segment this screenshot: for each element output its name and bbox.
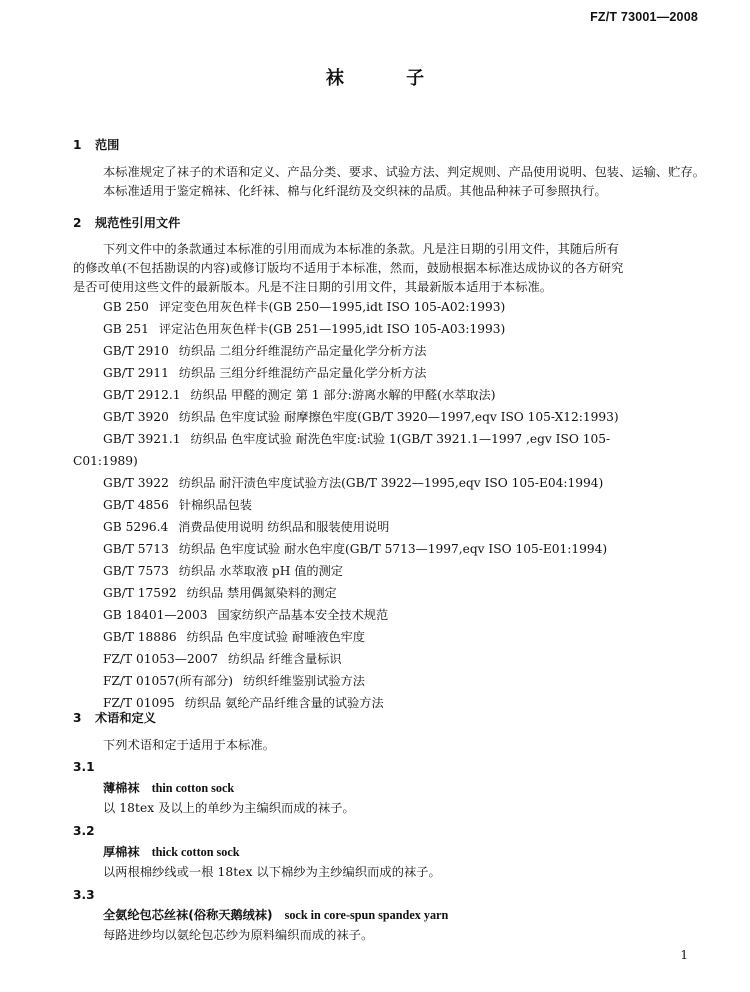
reference-code: GB/T 3920 — [103, 410, 169, 424]
paragraph: 下列术语和定于适用于本标准。 — [103, 738, 276, 752]
term-en: thick cotton sock — [151, 845, 240, 859]
reference-item — [103, 320, 505, 338]
section-title: 范围 — [95, 138, 120, 152]
page-number: 1 — [680, 948, 688, 962]
term-en: sock in core-spun spandex yarn — [284, 908, 449, 922]
reference-title: 纺织品 禁用偶氮染料的测定 — [186, 586, 337, 600]
reference-code: GB/T 2911 — [103, 366, 169, 380]
reference-item — [103, 496, 252, 514]
reference-code: GB 18401—2003 — [103, 608, 208, 622]
reference-title: 纺织品 色牢度试验 耐唾液色牢度 — [186, 630, 365, 644]
term-zh: 全氨纶包芯丝袜(俗称天鹅绒袜) — [103, 908, 273, 922]
paragraph: 下列文件中的条款通过本标准的引用而成为本标准的条款。凡是注日期的引用文件，其随后所有 — [103, 242, 620, 256]
paragraph: 的修改单(不包括勘误的内容)或修订版均不适用于本标准，然而，鼓励根据本标准达成协议的各方研究 — [73, 261, 624, 275]
reference-item — [103, 606, 388, 624]
section-1-heading — [73, 136, 119, 154]
section-number: 3 — [73, 711, 82, 725]
reference-title: 纺织品 耐汗渍色牢度试验方法(GB/T 3922—1995,eqv ISO 105-E04:1994) — [178, 476, 604, 490]
reference-title: 纺织品 甲醛的测定 第 1 部分:游离水解的甲醛(水萃取法) — [190, 388, 496, 402]
reference-title: 消费品使用说明 纺织品和服装使用说明 — [178, 520, 390, 534]
reference-item — [103, 562, 343, 580]
reference-item — [103, 540, 607, 558]
reference-title: 纺织纤维鉴别试验方法 — [243, 674, 365, 688]
reference-item — [103, 650, 342, 668]
section-title: 规范性引用文件 — [95, 216, 181, 230]
section-2-heading — [73, 214, 180, 232]
reference-code: GB/T 5713 — [103, 542, 169, 556]
standard-number: FZ/T 73001—2008 — [590, 10, 698, 24]
reference-code: FZ/T 01095 — [103, 696, 175, 710]
reference-item-continued — [73, 452, 138, 470]
term-en: thin cotton sock — [151, 781, 235, 795]
reference-title: 纺织品 色牢度试验 耐摩擦色牢度(GB/T 3920—1997,eqv ISO 105-X12:1993) — [178, 410, 619, 424]
term-heading — [103, 779, 234, 797]
reference-title: 针棉织品包装 — [178, 498, 252, 512]
term-number: 3.1 — [73, 760, 95, 774]
reference-code: GB/T 7573 — [103, 564, 169, 578]
reference-title: 评定沾色用灰色样卡(GB 251—1995,idt ISO 105-A03:1993) — [158, 322, 506, 336]
term-definition: 每路进纱均以氨纶包芯纱为原料编织而成的袜子。 — [103, 928, 374, 942]
reference-code: GB/T 18886 — [103, 630, 177, 644]
reference-item — [103, 364, 426, 382]
section-number: 1 — [73, 138, 82, 152]
reference-code: GB/T 3921.1 — [103, 432, 181, 446]
reference-item — [103, 298, 505, 316]
section-number: 2 — [73, 216, 82, 230]
reference-code: GB 251 — [103, 322, 149, 336]
reference-item — [103, 518, 389, 536]
reference-title: 纺织品 水萃取液 pH 值的测定 — [178, 564, 343, 578]
reference-code: GB 5296.4 — [103, 520, 169, 534]
reference-code: GB/T 4856 — [103, 498, 169, 512]
term-number: 3.2 — [73, 824, 95, 838]
term-definition: 以 18tex 及以上的单纱为主编织而成的袜子。 — [103, 801, 355, 815]
term-number: 3.3 — [73, 888, 95, 902]
reference-title: 纺织品 氨纶产品纤维含量的试验方法 — [184, 696, 384, 710]
reference-title: 纺织品 纤维含量标识 — [228, 652, 342, 666]
document-title: 袜 子 — [325, 68, 453, 89]
reference-item — [103, 628, 365, 646]
reference-code: GB/T 2912.1 — [103, 388, 181, 402]
reference-code: GB/T 17592 — [103, 586, 177, 600]
reference-item — [103, 584, 337, 602]
term-heading — [103, 906, 448, 924]
reference-title: 纺织品 色牢度试验 耐洗色牢度:试验 1(GB/T 3921.1—1997 ,egv ISO 105- — [190, 432, 611, 446]
reference-item — [103, 474, 603, 492]
reference-title: 纺织品 二组分纤维混纺产品定量化学分析方法 — [178, 344, 427, 358]
term-definition: 以两根棉纱线或一根 18tex 以下棉纱为主纱编织而成的袜子。 — [103, 865, 441, 879]
section-title: 术语和定义 — [95, 711, 156, 725]
term-zh: 薄棉袜 — [103, 781, 140, 795]
reference-code: FZ/T 01057(所有部分) — [103, 674, 234, 688]
reference-item — [103, 342, 426, 360]
term-zh: 厚棉袜 — [103, 845, 140, 859]
reference-item — [103, 408, 619, 426]
reference-title: 纺织品 三组分纤维混纺产品定量化学分析方法 — [178, 366, 427, 380]
paragraph: 本标准规定了袜子的术语和定义、产品分类、要求、试验方法、判定规则、产品使用说明、包装、运输、贮存。 — [103, 165, 706, 179]
reference-item — [103, 672, 365, 690]
reference-title: 国家纺织产品基本安全技术规范 — [217, 608, 389, 622]
reference-code: FZ/T 01053—2007 — [103, 652, 219, 666]
term-heading — [103, 843, 240, 861]
reference-title: 纺织品 色牢度试验 耐水色牢度(GB/T 5713—1997,eqv ISO 105-E01:1994) — [178, 542, 608, 556]
paragraph: 本标准适用于鉴定棉袜、化纤袜、棉与化纤混纺及交织袜的品质。其他品种袜子可参照执行。 — [103, 184, 607, 198]
reference-title: C01:1989) — [73, 454, 138, 468]
reference-title: 评定变色用灰色样卡(GB 250—1995,idt ISO 105-A02:1993) — [158, 300, 506, 314]
reference-code: GB/T 3922 — [103, 476, 169, 490]
reference-code: GB/T 2910 — [103, 344, 169, 358]
paragraph: 是否可使用这些文件的最新版本。凡是不注日期的引用文件，其最新版本适用于本标准。 — [73, 280, 553, 294]
reference-item — [103, 430, 610, 448]
reference-code: GB 250 — [103, 300, 149, 314]
reference-item — [103, 386, 495, 404]
section-3-heading — [73, 709, 156, 727]
